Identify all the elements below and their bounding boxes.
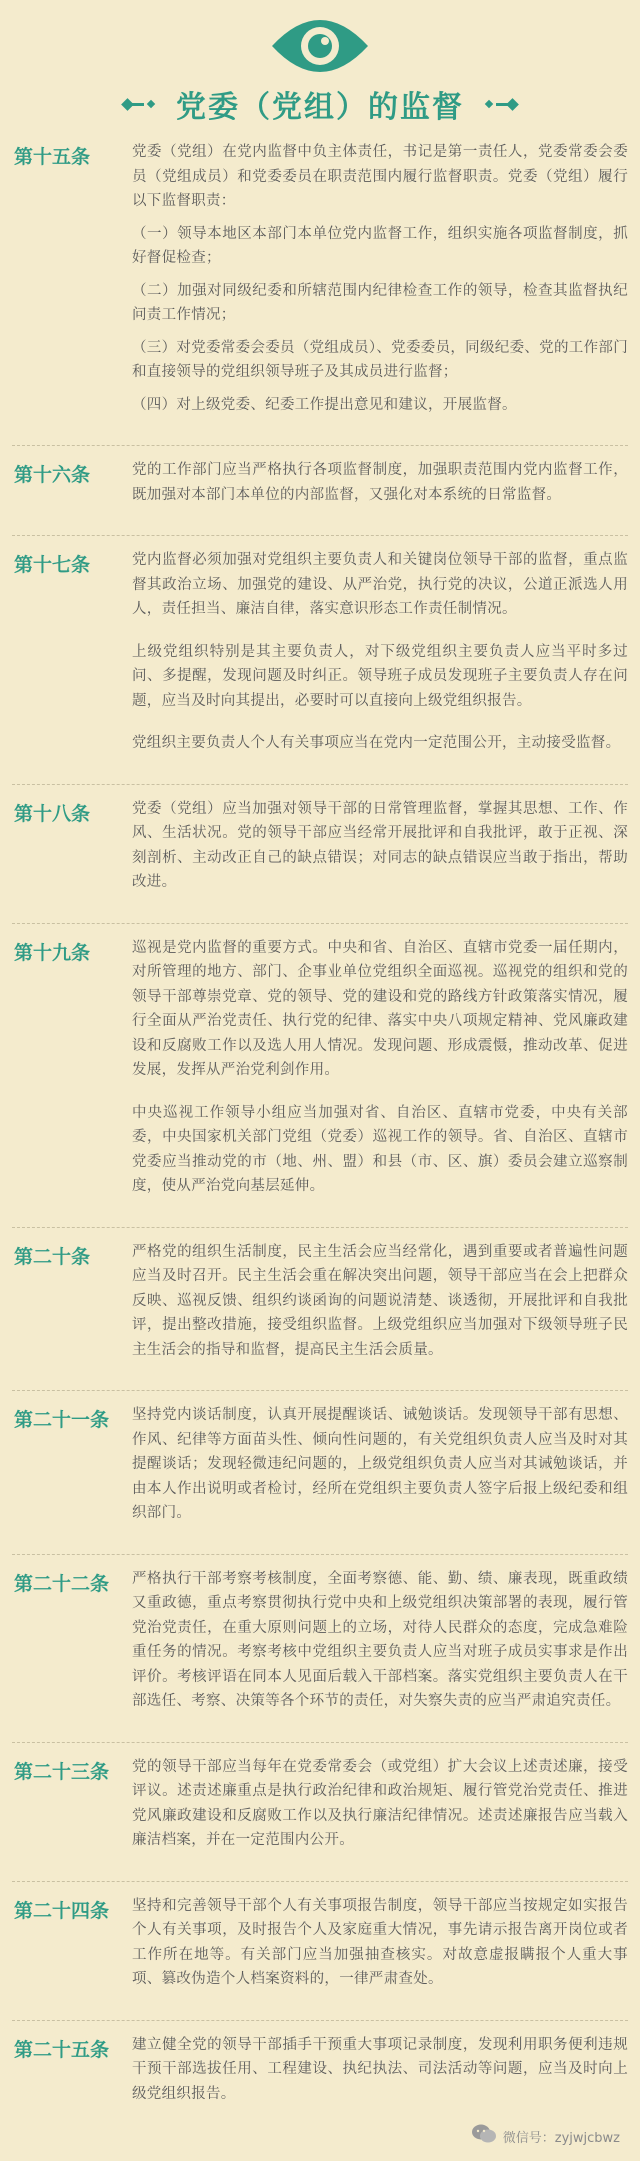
article-paragraph: 中央巡视工作领导小组应当加强对省、自治区、直辖市党委，中央有关部委，中央国家机关部门党组（党委）巡视工作的领导。省、自治区、直辖市党委应当推动党的市（地、州、盟）和县（市、区、旗）委员会建立巡察制度，使从严治党向基层延伸。 <box>132 1104 628 1194</box>
article-title: 第十八条 <box>14 802 91 825</box>
article-paragraph: （三）对党委常委会委员（党组成员）、党委委员，同级纪委、党的工作部门和直接领导的党组织领导班子及其成员进行监督； <box>132 339 628 380</box>
article-7 <box>0 1403 640 1544</box>
article-1 <box>0 140 640 435</box>
article-body <box>132 797 628 913</box>
article-paragraph: 党组织主要负责人个人有关事项应当在党内一定范围公开，主动接受监督。 <box>132 735 621 751</box>
divider <box>12 923 628 924</box>
article-title: 第十六条 <box>14 464 91 486</box>
article-paragraph: 坚持和完善领导干部个人有关事项报告制度，领导干部应当按规定如实报告个人有关事项，及时报告个人及家庭重大情况，事先请示报告离开岗位或者工作所在地等。有关部门应当加强抽查核实。对故意虚报瞒报个人重大事项、篡改伪造个人档案资料的，一律严肃查处。 <box>132 1897 628 1987</box>
article-title: 第十五条 <box>14 146 91 168</box>
header <box>0 0 640 130</box>
article-11 <box>0 2033 640 2125</box>
article-title: 第二十一条 <box>14 1409 110 1431</box>
article-title: 第二十三条 <box>14 1760 110 1783</box>
article-paragraph: 上级党组织特别是其主要负责人，对下级党组织主要负责人应当平时多过问、多提醒，发现问题及时纠正。领导班子成员发现班子主要负责人存在问题，应当及时向其提出，必要时可以直接向上级党组织报告。 <box>132 643 628 709</box>
article-9 <box>0 1755 640 1871</box>
article-body <box>132 936 628 1217</box>
eye-icon <box>268 12 372 80</box>
article-paragraph: 严格党的组织生活制度，民主生活会应当经常化，遇到重要或者普遍性问题应当及时召开。民主生活会重在解决突出问题，领导干部应当在会上把群众反映、巡视反馈、组织约谈函询的问题说清楚、谈透彻，开展批评和自我批评，提出整改措施，接受组织监督。上级党组织应当加强对下级领导班子民主生活会的指导和监督，提高民主生活会质量。 <box>132 1243 628 1358</box>
right-ornament <box>482 100 517 109</box>
title-row <box>0 82 640 126</box>
article-title: 第二十二条 <box>14 1572 110 1595</box>
article-paragraph: 党的领导干部应当每年在党委常委会（或党组）扩大会议上述责述廉，接受评议。述责述廉重点是执行政治纪律和政治规矩、履行管党治党责任、推进党风廉政建设和反腐败工作以及执行廉洁纪律情况。述责述廉报告应当载入廉洁档案，并在一定范围内公开。 <box>132 1758 628 1848</box>
article-paragraph: 建立健全党的领导干部插手干预重大事项记录制度，发现利用职务便利违规干预干部选拔任用、工程建设、执纪执法、司法活动等问题，应当及时向上级党组织报告。 <box>132 2036 628 2102</box>
article-paragraph: 党的工作部门应当严格执行各项监督制度，加强职责范围内党内监督工作，既加强对本部门本单位的内部监督，又强化对本系统的日常监督。 <box>132 462 628 503</box>
divider <box>12 2020 628 2021</box>
article-body <box>132 548 628 774</box>
article-6 <box>0 1240 640 1381</box>
article-list <box>0 140 640 2124</box>
article-title: 第十九条 <box>14 941 91 964</box>
article-3 <box>0 548 640 774</box>
article-body <box>132 458 628 525</box>
divider <box>12 1742 628 1743</box>
article-paragraph: （四）对上级党委、纪委工作提出意见和建议，开展监督。 <box>132 396 517 413</box>
article-paragraph: 坚持党内谈话制度，认真开展提醒谈话、诫勉谈话。发现领导干部有思想、作风、纪律等方面苗头性、倾向性问题的，有关党组织负责人应当及时对其提醒谈话；发现轻微违纪问题的，上级党组织负责人应当对其诫勉谈话，并由本人作出说明或者检讨，经所在党组织主要负责人签字后报上级纪委和组织部门。 <box>132 1407 628 1521</box>
article-title: 第十七条 <box>14 554 91 576</box>
article-5 <box>0 936 640 1217</box>
article-paragraph: 党委（党组）应当加强对领导干部的日常管理监督，掌握其思想、工作、作风、生活状况。党的领导干部应当经常开展批评和自我批评，敢于正视、深刻剖析、主动改正自己的缺点错误；对同志的缺点错误应当敢于指出，帮助改进。 <box>132 800 628 890</box>
article-body <box>132 1240 628 1381</box>
divider <box>12 1227 628 1228</box>
article-paragraph: 党内监督必须加强对党组织主要负责人和关键岗位领导干部的监督，重点监督其政治立场、加强党的建设、从严治党，执行党的决议，公道正派选人用人，责任担当、廉洁自律，落实意识形态工作责任制情况。 <box>132 552 628 617</box>
watermark <box>471 2123 620 2149</box>
article-title: 第二十五条 <box>14 2038 110 2061</box>
article-body <box>132 2033 628 2125</box>
article-10 <box>0 1894 640 2010</box>
divider <box>12 1554 628 1555</box>
divider <box>12 1881 628 1882</box>
article-paragraph: 严格执行干部考察考核制度，全面考察德、能、勤、绩、廉表现，既重政绩又重政德，重点考察贯彻执行党中央和上级党组织决策部署的表现，履行管党治党责任，在重大原则问题上的立场，对待人民群众的态度，完成急难险重任务的情况。考察考核中党组织主要负责人应当对班子成员实事求是作出评价。考核评语在同本人见面后载入干部档案。落实党组织主要负责人在干部选任、考察、决策等各个环节的责任，对失察失责的应当严肃追究责任。 <box>132 1570 628 1709</box>
wechat-icon <box>471 2123 497 2149</box>
article-title: 第二十四条 <box>14 1899 110 1922</box>
article-paragraph: 巡视是党内监督的重要方式。中央和省、自治区、直辖市党委一届任期内，对所管理的地方、部门、企事业单位党组织全面巡视。巡视党的组织和党的领导干部尊崇党章、党的领导、党的建设和党的路线方针政策落实情况，履行全面从严治党责任、执行党的纪律、落实中央八项规定精神、党风廉政建设和反腐败工作以及选人用人情况。发现问题、形成震慑，推动改革、促进发展，发挥从严治党利剑作用。 <box>132 939 628 1078</box>
divider <box>12 445 628 446</box>
divider <box>12 1390 628 1391</box>
divider <box>12 535 628 536</box>
article-4 <box>0 797 640 913</box>
article-body <box>132 1755 628 1871</box>
article-body <box>132 140 628 435</box>
watermark-text: 微信号：zyjwjcbwz <box>502 2130 620 2146</box>
article-body <box>132 1567 628 1732</box>
article-title: 第二十条 <box>14 1245 91 1268</box>
article-8 <box>0 1567 640 1732</box>
article-body <box>132 1894 628 2010</box>
page-title: 党委（党组）的监督 <box>176 90 464 125</box>
divider <box>12 784 628 785</box>
article-body <box>132 1403 628 1544</box>
article-paragraph: （二）加强对同级纪委和所辖范围内纪律检查工作的领导，检查其监督执纪问责工作情况； <box>132 282 628 323</box>
left-ornament <box>123 100 158 109</box>
article-paragraph: （一）领导本地区本部门本单位党内监督工作，组织实施各项监督制度，抓好督促检查； <box>132 225 628 266</box>
article-paragraph: 党委（党组）在党内监督中负主体责任，书记是第一责任人，党委常委会委员（党组成员）和党委委员在职责范围内履行监督职责。党委（党组）履行以下监督职责： <box>132 144 628 209</box>
article-2 <box>0 458 640 525</box>
